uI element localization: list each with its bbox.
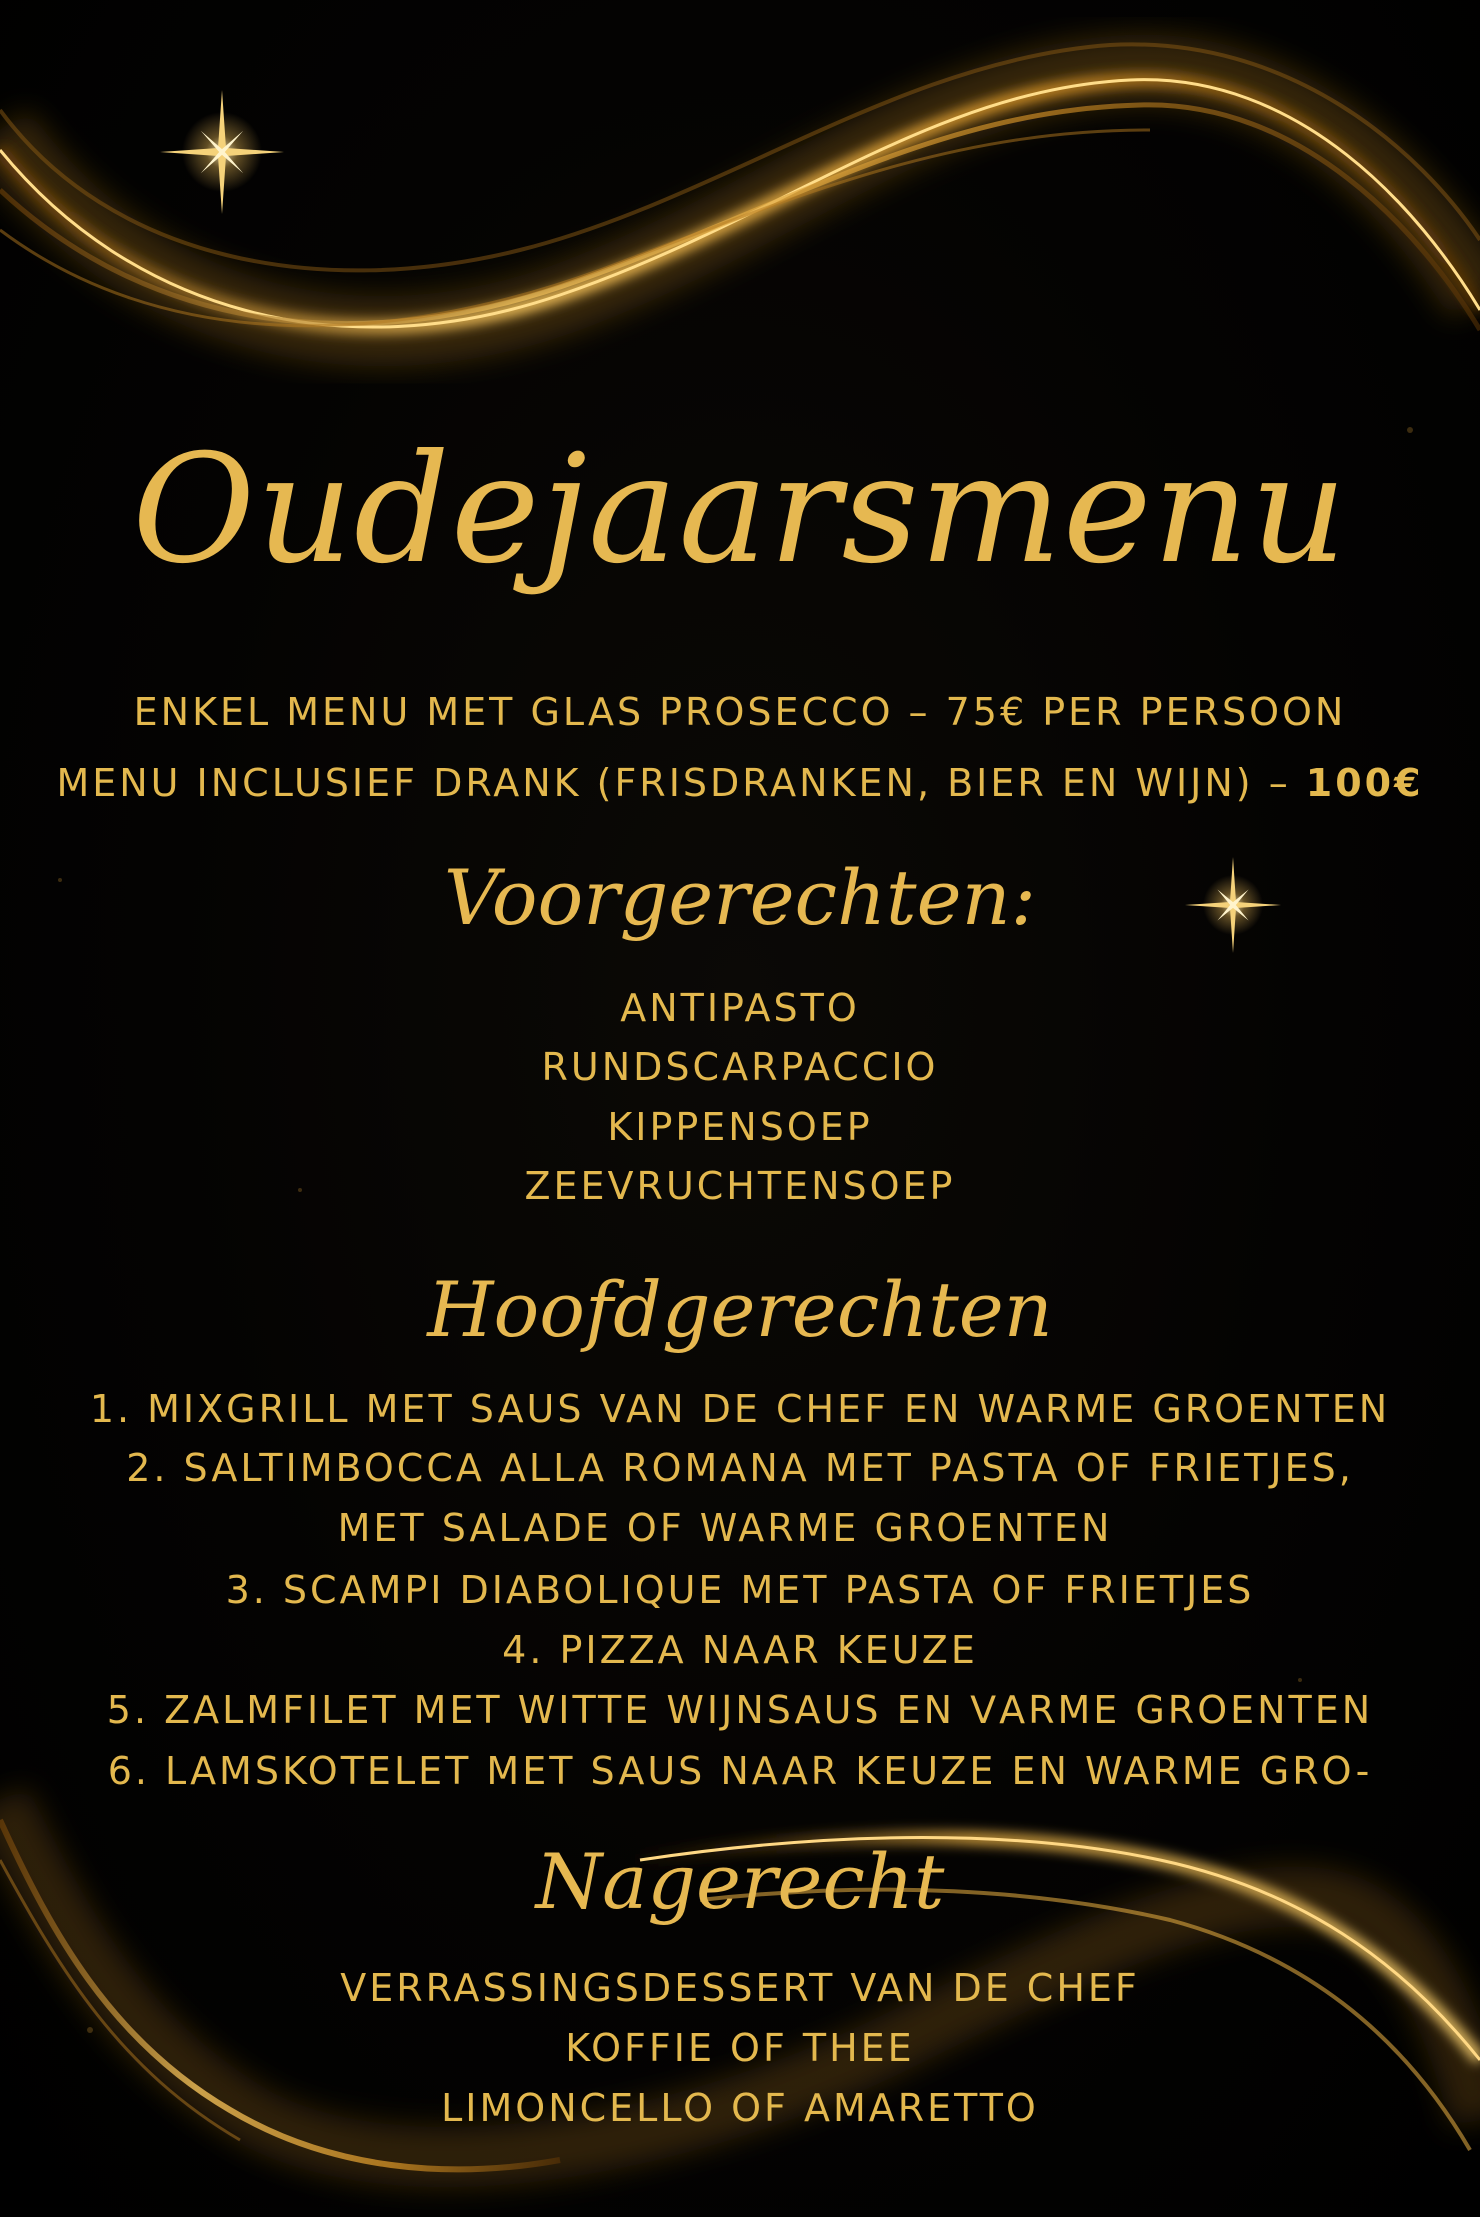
dessert-heading: Nagerecht xyxy=(535,1837,945,1926)
price-line-drinks xyxy=(0,758,1480,808)
starter-item: KIPPENSOEP xyxy=(607,1105,873,1149)
main-item: 4. PIZZA NAAR KEUZE xyxy=(502,1628,978,1672)
starter-item: RUNDSCARPACCIO xyxy=(541,1045,939,1089)
main-item: 6. LAMSKOTELET MET SAUS NAAR KEUZE EN WARME GRO- xyxy=(107,1749,1373,1793)
mains-heading: Hoofdgerechten xyxy=(427,1265,1053,1354)
starter-item: ANTIPASTO xyxy=(620,986,860,1030)
starters-heading: Voorgerechten: xyxy=(443,853,1037,942)
main-item: 1. MIXGRILL MET SAUS VAN DE CHEF EN WARME GROENTEN xyxy=(89,1387,1391,1431)
starter-item: ZEEVRUCHTENSOEP xyxy=(524,1164,956,1208)
dessert-item: LIMONCELLO OF AMARETTO xyxy=(441,2086,1039,2130)
main-item: 3. SCAMPI DIABOLIQUE MET PASTA OF FRIETJES xyxy=(225,1568,1255,1612)
price-line-basic: ENKEL MENU MET GLAS PROSECCO – 75€ PER PERSOON xyxy=(133,690,1347,734)
dessert-item: KOFFIE OF THEE xyxy=(565,2026,915,2070)
dessert-item: VERRASSINGSDESSERT VAN DE CHEF xyxy=(340,1966,1140,2010)
sparkle-star-top-left xyxy=(160,90,284,214)
main-item: 2. SALTIMBOCCA ALLA ROMANA MET PASTA OF FRIETJES, xyxy=(126,1446,1354,1490)
main-item: 5. ZALMFILET MET WITTE WIJNSAUS EN ᐯARME GROENTEN xyxy=(106,1688,1374,1732)
page-title: Oudejaarsmenu xyxy=(132,423,1348,597)
top-swirl xyxy=(0,44,1480,331)
price-line-drinks-text: MENU INCLUSIEF DRANK (FRISDRANKEN, BIER EN WIJN) – xyxy=(56,761,1306,805)
main-item-continuation: MET SALADE OF WARME GROENTEN xyxy=(337,1506,1113,1550)
price-line-drinks-amount: 100€ xyxy=(1305,761,1424,805)
